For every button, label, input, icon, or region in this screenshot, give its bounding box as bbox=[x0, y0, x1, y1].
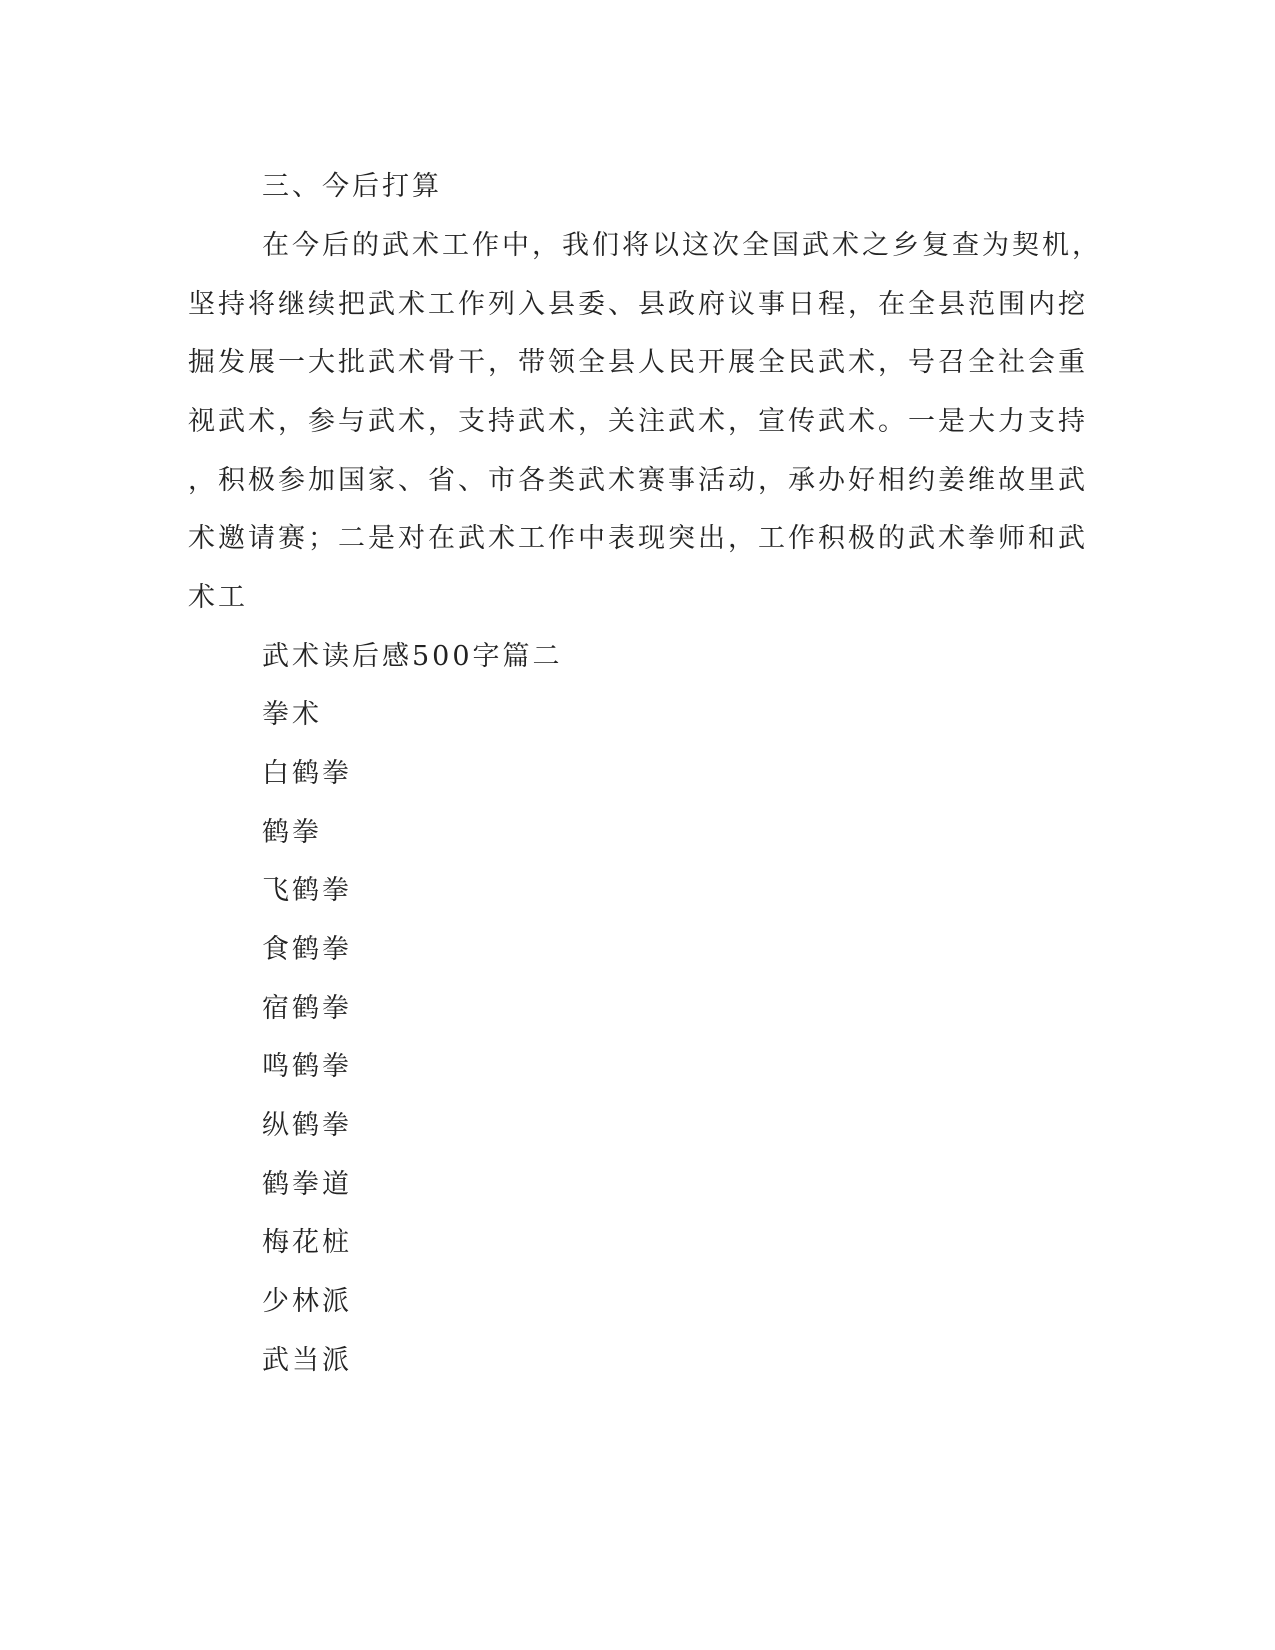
paragraph-line: 坚持将继续把武术工作列入县委、县政府议事日程，在全县范围内挖 bbox=[188, 289, 1088, 320]
list-item: 飞鹤拳 bbox=[262, 875, 352, 906]
paragraph-line: ，积极参加国家、省、市各类武术赛事活动，承办好相约姜维故里武 bbox=[188, 465, 1088, 496]
list-item: 白鹤拳 bbox=[262, 758, 352, 789]
list-item: 梅花桩 bbox=[262, 1227, 352, 1258]
list-item: 宿鹤拳 bbox=[262, 993, 352, 1024]
list-item: 纵鹤拳 bbox=[262, 1110, 352, 1141]
list-item: 鹤拳 bbox=[262, 817, 322, 848]
paragraph-line: 术工 bbox=[188, 582, 248, 613]
paragraph-line: 术邀请赛；二是对在武术工作中表现突出，工作积极的武术拳师和武 bbox=[188, 523, 1088, 554]
article-subtitle: 武术读后感500字篇二 bbox=[262, 641, 563, 672]
paragraph-line: 在今后的武术工作中，我们将以这次全国武术之乡复查为契机， bbox=[262, 230, 1102, 261]
paragraph-line: 视武术，参与武术，支持武术，关注武术，宣传武术。一是大力支持 bbox=[188, 406, 1088, 437]
list-item: 鸣鹤拳 bbox=[262, 1051, 352, 1082]
list-item: 武当派 bbox=[262, 1345, 352, 1376]
section-heading: 三、今后打算 bbox=[262, 171, 442, 202]
list-item: 鹤拳道 bbox=[262, 1169, 352, 1200]
list-item: 拳术 bbox=[262, 699, 322, 730]
list-item: 食鹤拳 bbox=[262, 934, 352, 965]
list-item: 少林派 bbox=[262, 1286, 352, 1317]
paragraph-line: 掘发展一大批武术骨干，带领全县人民开展全民武术，号召全社会重 bbox=[188, 347, 1088, 378]
